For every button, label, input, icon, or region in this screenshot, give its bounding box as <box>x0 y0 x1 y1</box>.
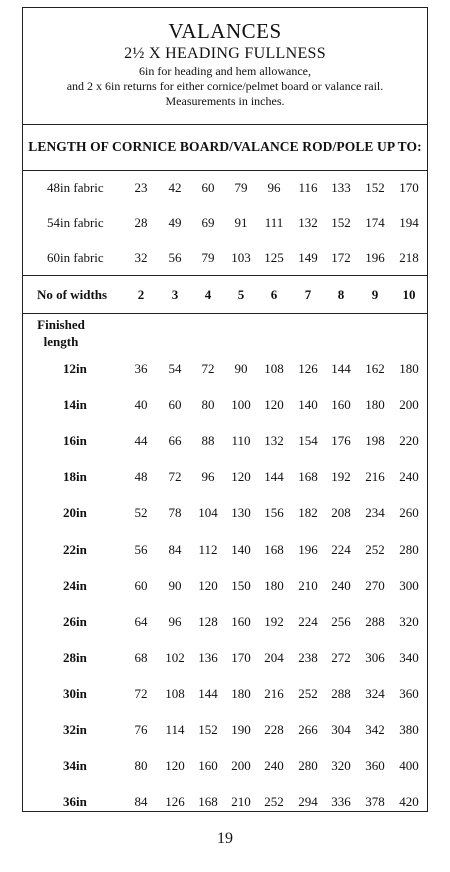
finished-length-heading-line: Finished <box>37 317 85 332</box>
table-cell: 180 <box>399 361 419 376</box>
table-row <box>23 395 427 415</box>
table-cell: 280 <box>298 758 318 774</box>
table-cell: 150 <box>231 577 251 593</box>
table-cell: 9 <box>371 287 379 302</box>
table-cell: 2 <box>137 287 145 302</box>
page-number: 19 <box>217 830 233 847</box>
table-cell: 66 <box>168 433 182 449</box>
table-cell: 260 <box>399 505 419 521</box>
table-cell: 170 <box>399 180 419 195</box>
row-label: 36in <box>63 794 87 810</box>
table-cell: 280 <box>399 541 419 557</box>
table-cell: 120 <box>165 758 185 774</box>
table-cell: 144 <box>198 685 218 701</box>
table-cell: 102 <box>165 649 185 665</box>
table-cell: 96 <box>201 469 215 485</box>
table-cell: 266 <box>298 722 318 737</box>
table-cell: 152 <box>365 180 385 195</box>
table-cell: 132 <box>264 433 284 449</box>
table-cell: 54 <box>168 361 182 376</box>
row-label: 26in <box>63 613 87 629</box>
table-cell: 84 <box>168 541 182 557</box>
table-cell: 360 <box>365 758 385 774</box>
row-label: 20in <box>63 505 87 521</box>
table-cell: 304 <box>331 722 351 737</box>
table-cell: 36 <box>134 361 148 376</box>
table-header <box>23 8 427 125</box>
table-cell: 91 <box>234 215 248 230</box>
table-cell: 90 <box>234 361 248 376</box>
table-cell: 128 <box>198 613 218 629</box>
row-label: 24in <box>63 577 87 593</box>
table-row <box>23 648 427 668</box>
table-cell: 252 <box>365 541 385 557</box>
table-cell: 378 <box>365 794 385 810</box>
table-cell: 96 <box>168 613 182 629</box>
table-cell: 256 <box>331 613 351 629</box>
table-cell: 194 <box>399 215 419 230</box>
table-row <box>23 576 427 596</box>
table-cell: 40 <box>134 397 148 413</box>
row-label: 48in fabric <box>47 180 104 195</box>
table-cell: 160 <box>231 613 251 629</box>
table-cell: 336 <box>331 794 351 810</box>
table-cell: 6 <box>270 287 278 302</box>
table-cell: 140 <box>231 541 251 557</box>
table-cell: 300 <box>399 577 419 593</box>
table-cell: 7 <box>304 287 312 302</box>
page-subtitle: 2½ X HEADING FULLNESS <box>124 45 326 62</box>
table-cell: 49 <box>168 215 182 230</box>
table-cell: 234 <box>365 505 385 521</box>
table-cell: 76 <box>134 722 148 737</box>
table-cell: 68 <box>134 649 148 665</box>
table-cell: 56 <box>168 250 182 265</box>
table-cell: 342 <box>365 722 385 737</box>
row-label: 32in <box>63 722 87 737</box>
row-label: 54in fabric <box>47 215 104 230</box>
table-cell: 114 <box>165 722 185 737</box>
table-cell: 32 <box>134 250 148 265</box>
table-cell: 216 <box>264 685 284 701</box>
table-cell: 360 <box>399 685 419 701</box>
row-label: 34in <box>63 758 87 774</box>
table-cell: 288 <box>365 613 385 629</box>
table-cell: 23 <box>134 180 148 195</box>
table-cell: 192 <box>264 613 284 629</box>
table-cell: 306 <box>365 649 385 665</box>
table-cell: 72 <box>134 685 148 701</box>
table-cell: 320 <box>399 613 419 629</box>
row-label: 60in fabric <box>47 250 104 265</box>
table-cell: 240 <box>264 758 284 774</box>
table-cell: 216 <box>365 469 385 485</box>
table-row <box>23 612 427 632</box>
table-cell: 132 <box>298 215 318 230</box>
table-cell: 64 <box>134 613 148 629</box>
table-cell: 152 <box>331 215 351 230</box>
table-cell: 103 <box>231 250 251 265</box>
table-cell: 48 <box>134 469 148 485</box>
table-cell: 240 <box>331 577 351 593</box>
table-row <box>23 792 427 812</box>
table-cell: 320 <box>331 758 351 774</box>
table-cell: 324 <box>365 685 385 701</box>
table-cell: 210 <box>231 794 251 810</box>
valance-table <box>22 7 428 812</box>
table-row <box>23 540 427 560</box>
table-cell: 224 <box>331 541 351 557</box>
table-cell: 108 <box>264 361 284 376</box>
fabric-row <box>23 178 427 198</box>
table-row <box>23 756 427 776</box>
table-cell: 228 <box>264 722 284 737</box>
table-cell: 252 <box>298 685 318 701</box>
table-cell: 52 <box>134 505 148 521</box>
table-cell: 108 <box>165 685 185 701</box>
table-cell: 72 <box>168 469 182 485</box>
allowance-note: 6in for heading and hem allowance, <box>139 64 311 78</box>
table-cell: 192 <box>331 469 351 485</box>
row-label: 30in <box>63 685 87 701</box>
table-cell: 174 <box>365 215 385 230</box>
table-row <box>23 720 427 740</box>
table-cell: 180 <box>231 685 251 701</box>
table-row <box>23 467 427 487</box>
table-cell: 288 <box>331 685 351 701</box>
table-cell: 162 <box>365 361 385 376</box>
fabric-row <box>23 213 427 233</box>
table-cell: 44 <box>134 433 148 449</box>
table-cell: 78 <box>168 505 182 521</box>
table-cell: 400 <box>399 758 419 774</box>
table-cell: 88 <box>201 433 215 449</box>
table-cell: 140 <box>298 397 318 413</box>
table-cell: 252 <box>264 794 284 810</box>
table-cell: 156 <box>264 505 284 521</box>
table-cell: 96 <box>267 180 281 195</box>
table-cell: 220 <box>399 433 419 449</box>
table-cell: 56 <box>134 541 148 557</box>
table-cell: 172 <box>331 250 351 265</box>
table-cell: 112 <box>198 541 218 557</box>
table-cell: 240 <box>399 469 419 485</box>
table-cell: 130 <box>231 505 251 521</box>
returns-note: and 2 x 6in returns for either cornice/pelmet board or valance rail. <box>66 79 384 93</box>
table-cell: 144 <box>331 361 351 376</box>
table-cell: 149 <box>298 250 318 265</box>
table-cell: 80 <box>201 397 215 413</box>
table-cell: 116 <box>298 180 318 195</box>
table-cell: 100 <box>231 397 251 413</box>
table-cell: 182 <box>298 505 318 521</box>
table-cell: 154 <box>298 433 318 449</box>
table-cell: 160 <box>331 397 351 413</box>
table-row <box>23 359 427 379</box>
row-label: 28in <box>63 649 87 665</box>
table-cell: 218 <box>399 250 419 265</box>
table-cell: 196 <box>365 250 385 265</box>
table-cell: 270 <box>365 577 385 593</box>
table-row <box>23 684 427 704</box>
table-cell: 3 <box>171 287 179 302</box>
table-cell: 80 <box>134 758 148 774</box>
table-cell: 8 <box>337 287 345 302</box>
table-cell: 198 <box>365 433 385 449</box>
table-cell: 60 <box>201 180 215 195</box>
table-cell: 168 <box>264 541 284 557</box>
table-cell: 224 <box>298 613 318 629</box>
table-cell: 110 <box>231 433 251 449</box>
table-cell: 210 <box>298 577 318 593</box>
table-cell: 79 <box>234 180 248 195</box>
table-cell: 5 <box>237 287 245 302</box>
table-cell: 42 <box>168 180 182 195</box>
table-cell: 120 <box>198 577 218 593</box>
table-cell: 79 <box>201 250 215 265</box>
table-cell: 204 <box>264 649 284 665</box>
fabric-section <box>23 171 427 276</box>
row-label: 12in <box>63 361 87 376</box>
table-cell: 196 <box>298 541 318 557</box>
finished-length-heading-line: length <box>43 334 79 349</box>
table-cell: 420 <box>399 794 419 810</box>
table-cell: 380 <box>399 722 419 737</box>
table-cell: 4 <box>204 287 212 302</box>
table-cell: 104 <box>198 505 218 521</box>
widths-row <box>23 285 427 305</box>
finished-length-section <box>23 314 427 813</box>
row-label: 14in <box>63 397 87 413</box>
table-cell: 272 <box>331 649 351 665</box>
table-cell: 125 <box>264 250 284 265</box>
row-label: 16in <box>63 433 87 449</box>
table-cell: 176 <box>331 433 351 449</box>
table-cell: 90 <box>168 577 182 593</box>
table-cell: 340 <box>399 649 419 665</box>
table-cell: 28 <box>134 215 148 230</box>
table-cell: 168 <box>298 469 318 485</box>
table-cell: 69 <box>201 215 215 230</box>
table-row <box>23 503 427 523</box>
table-cell: 168 <box>198 794 218 810</box>
table-cell: 160 <box>198 758 218 774</box>
row-label: 18in <box>63 469 87 485</box>
table-cell: 208 <box>331 505 351 521</box>
table-cell: 133 <box>331 180 351 195</box>
table-cell: 200 <box>231 758 251 774</box>
widths-section <box>23 276 427 314</box>
finished-length-heading <box>35 316 87 350</box>
table-cell: 200 <box>399 397 419 413</box>
row-label: No of widths <box>37 287 108 302</box>
table-cell: 238 <box>298 649 318 665</box>
row-label: 22in <box>63 541 87 557</box>
page-title: VALANCES <box>168 19 282 43</box>
table-cell: 294 <box>298 794 318 810</box>
table-cell: 180 <box>264 577 284 593</box>
table-cell: 126 <box>298 361 318 376</box>
table-cell: 84 <box>134 794 148 810</box>
table-cell: 144 <box>264 469 284 485</box>
table-cell: 120 <box>264 397 284 413</box>
table-cell: 120 <box>231 469 251 485</box>
table-cell: 126 <box>165 794 185 810</box>
table-cell: 60 <box>168 397 182 413</box>
table-cell: 60 <box>134 577 148 593</box>
table-cell: 111 <box>264 215 284 230</box>
table-cell: 152 <box>198 722 218 737</box>
table-row <box>23 431 427 451</box>
fabric-row <box>23 248 427 268</box>
table-cell: 72 <box>201 361 215 376</box>
table-cell: 170 <box>231 649 251 665</box>
table-cell: 10 <box>402 287 416 302</box>
units-note: Measurements in inches. <box>165 94 285 108</box>
table-cell: 180 <box>365 397 385 413</box>
table-cell: 190 <box>231 722 251 737</box>
table-cell: 136 <box>198 649 218 665</box>
length-header: LENGTH OF CORNICE BOARD/VALANCE ROD/POLE UP TO: <box>23 124 427 171</box>
